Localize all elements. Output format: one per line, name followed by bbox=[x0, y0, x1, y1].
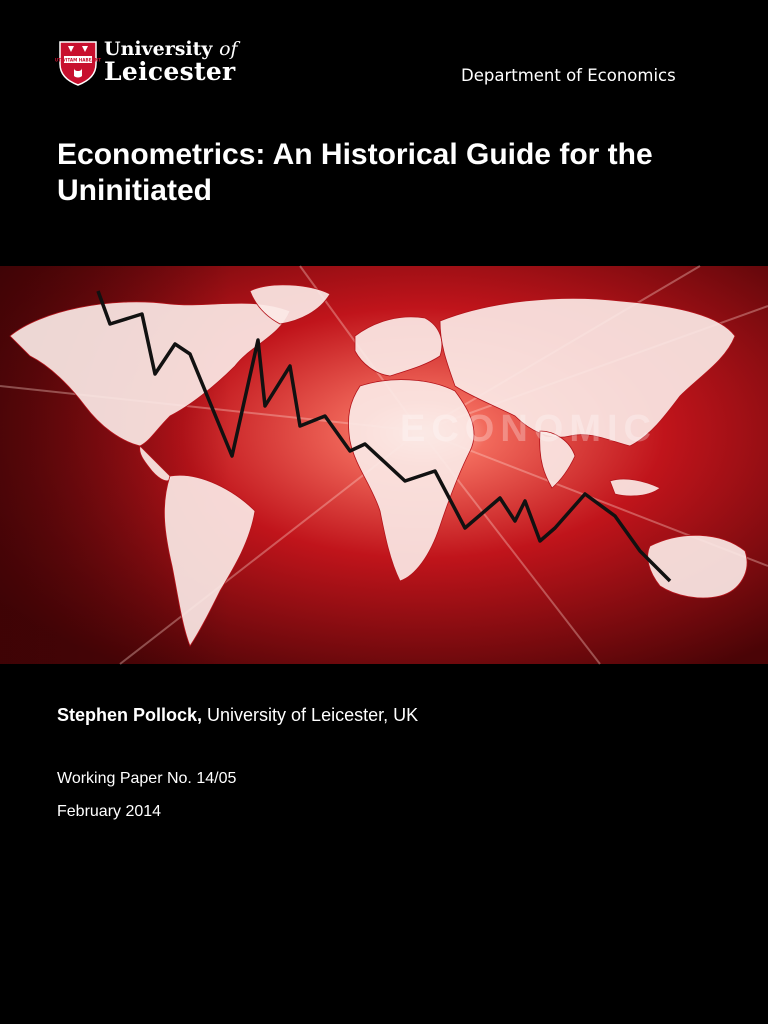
hero-overlay-word: ECONOMIC bbox=[400, 408, 657, 450]
author-name: Stephen Pollock, bbox=[57, 705, 203, 725]
paper-title: Econometrics: An Historical Guide for the Uninitiated bbox=[57, 138, 653, 207]
crest-motto: UT VITAM HABEANT bbox=[54, 57, 102, 63]
publication-date: February 2014 bbox=[57, 803, 162, 820]
hero-image bbox=[0, 266, 768, 664]
author-line bbox=[57, 705, 418, 726]
university-of-word: of bbox=[219, 38, 238, 60]
author-affiliation: University of Leicester, UK bbox=[202, 705, 419, 725]
university-place: Leicester bbox=[104, 57, 236, 86]
working-paper-number: Working Paper No. 14/05 bbox=[57, 770, 237, 787]
university-word: University bbox=[104, 38, 213, 60]
university-crest-icon bbox=[54, 40, 102, 86]
department-name: Department of Economics bbox=[461, 66, 676, 85]
university-logo bbox=[54, 38, 278, 88]
world-map-economic-decline-image bbox=[0, 266, 768, 664]
